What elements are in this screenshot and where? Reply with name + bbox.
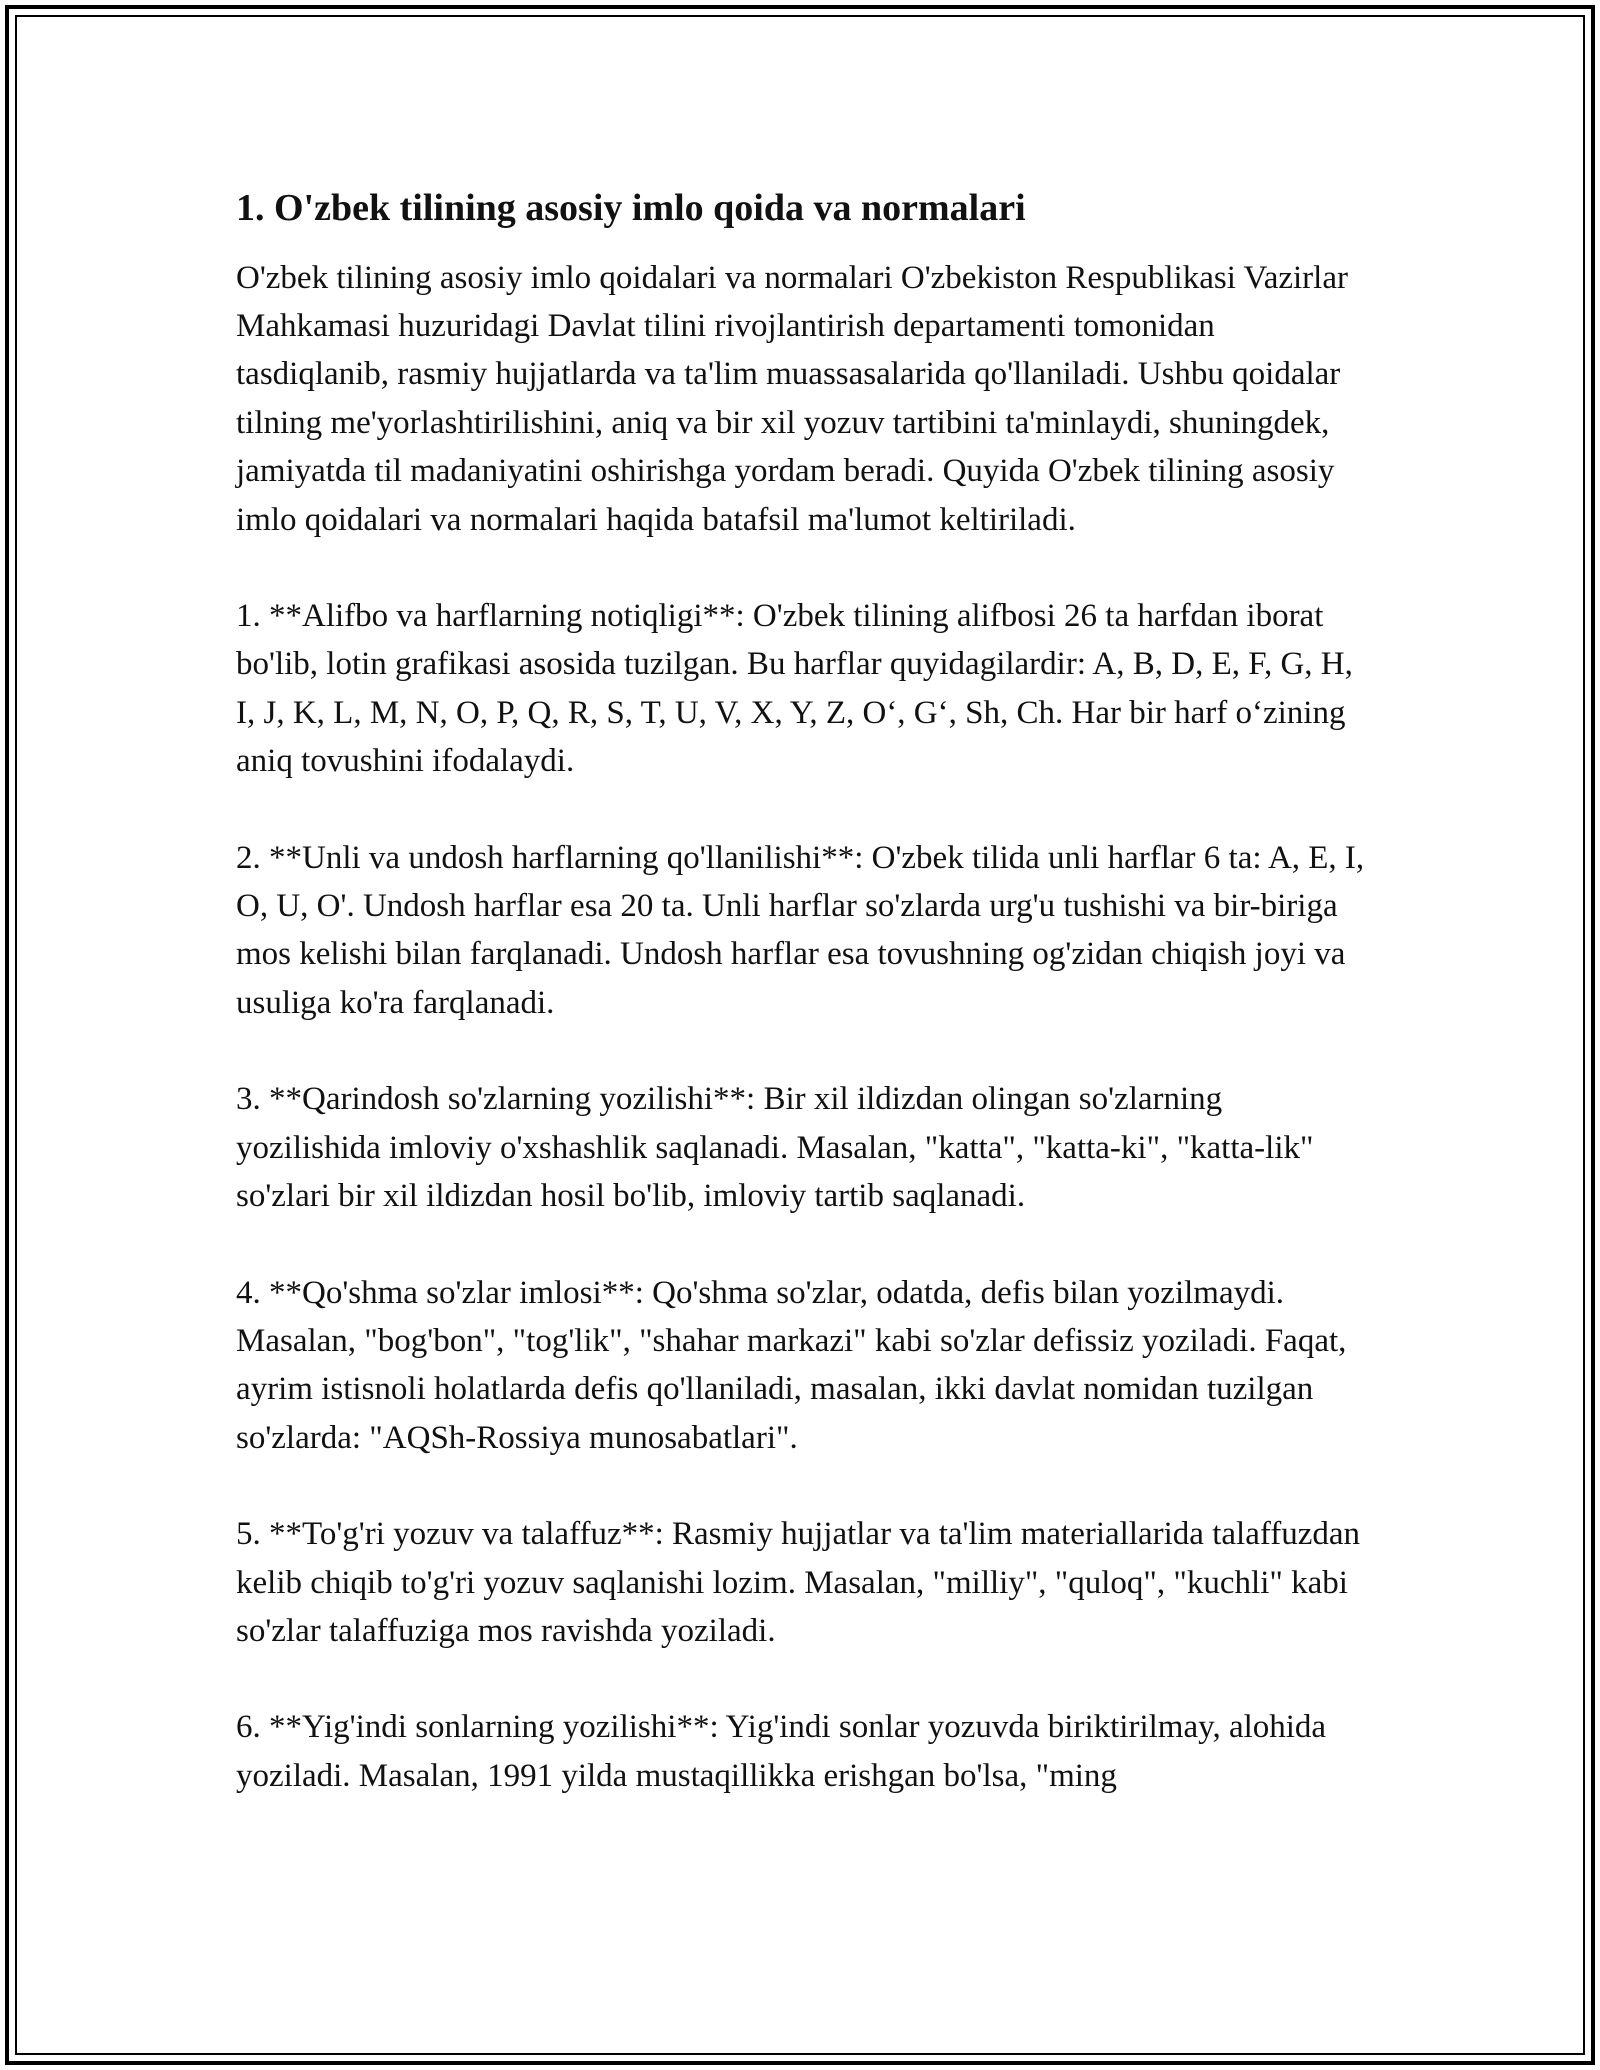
rule-spelling-pronunciation-paragraph: 5. **To'g'ri yozuv va talaffuz**: Rasmiy hujjatlar va ta'lim materiallarida talaffuzdan kelib chiqib to'g'ri yozuv saqlanishi lozim. Masalan, "milliy", "quloq", "kuchli" kabi so'zlar talaffuziga mos ravishda yoziladi.	[236, 1516, 1361, 1649]
document-title: 1. O'zbek tilining asosiy imlo qoida va normalari	[236, 187, 1026, 229]
document-body	[236, 186, 1366, 1848]
rule-alphabet-paragraph: 1. **Alifbo va harflarning notiqligi**: O'zbek tilining alifbosi 26 ta harfdan iborat bo'lib, lotin grafikasi asosida tuzilgan. Bu harflar quyidagilardir: A, B, D, E, F, G, H, I, J, K, L, M, N, O, P, Q, R, S, T, U, V, X, Y, Z, O‘, G‘, Sh, Ch. Har bir harf o‘zining aniq tovushini ifodalaydi.	[236, 598, 1353, 780]
rule-related-words-paragraph: 3. **Qarindosh so'zlarning yozilishi**: Bir xil ildizdan olingan so'zlarning yozilishida imloviy o'xshashlik saqlanadi. Masalan, "katta", "katta-ki", "katta-lik" so'zlari bir xil ildizdan hosil bo'lib, imloviy tartib saqlanadi.	[236, 1081, 1314, 1215]
rule-compound-words-paragraph: 4. **Qo'shma so'zlar imlosi**: Qo'shma so'zlar, odatda, defis bilan yozilmaydi. Masalan, "bog'bon", "tog'lik", "shahar markazi" kabi so'zlar defissiz yoziladi. Faqat, ayrim istisnoli holatlarda defis qo'llaniladi, masalan, ikki davlat nomidan tuzilgan so'zlarda: "AQSh-Rossiya munosabatlari".	[236, 1274, 1347, 1456]
intro-paragraph: O'zbek tilining asosiy imlo qoidalari va normalari O'zbekiston Respublikasi Vazirlar Mahkamasi huzuridagi Davlat tilini rivojlantirish departamenti tomonidan tasdiqlanib, rasmiy hujjatlarda va ta'lim muassasalarida qo'llaniladi. Ushbu qoidalar tilning me'yorlashtirilishini, aniq va bir xil yozuv tartibini ta'minlaydi, shuningdek, jamiyatda til madaniyatini oshirishga yordam beradi. Quyida O'zbek tilining asosiy imlo qoidalari va normalari haqida batafsil ma'lumot keltiriladi.	[236, 259, 1348, 538]
rule-vowels-consonants-paragraph: 2. **Unli va undosh harflarning qo'llanilishi**: O'zbek tilida unli harflar 6 ta: A, E, I, O, U, O'. Undosh harflar esa 20 ta. Unli harflar so'zlarda urg'u tushishi va bir-biriga mos kelishi bilan farqlanadi. Undosh harflar esa tovushning og'zidan chiqish joyi va usuliga ko'ra farqlanadi.	[236, 839, 1365, 1021]
rule-compound-numbers-paragraph: 6. **Yig'indi sonlarning yozilishi**: Yig'indi sonlar yozuvda biriktirilmay, alohida yoziladi. Masalan, 1991 yilda mustaqillikka erishgan bo'lsa, "ming	[236, 1709, 1327, 1794]
